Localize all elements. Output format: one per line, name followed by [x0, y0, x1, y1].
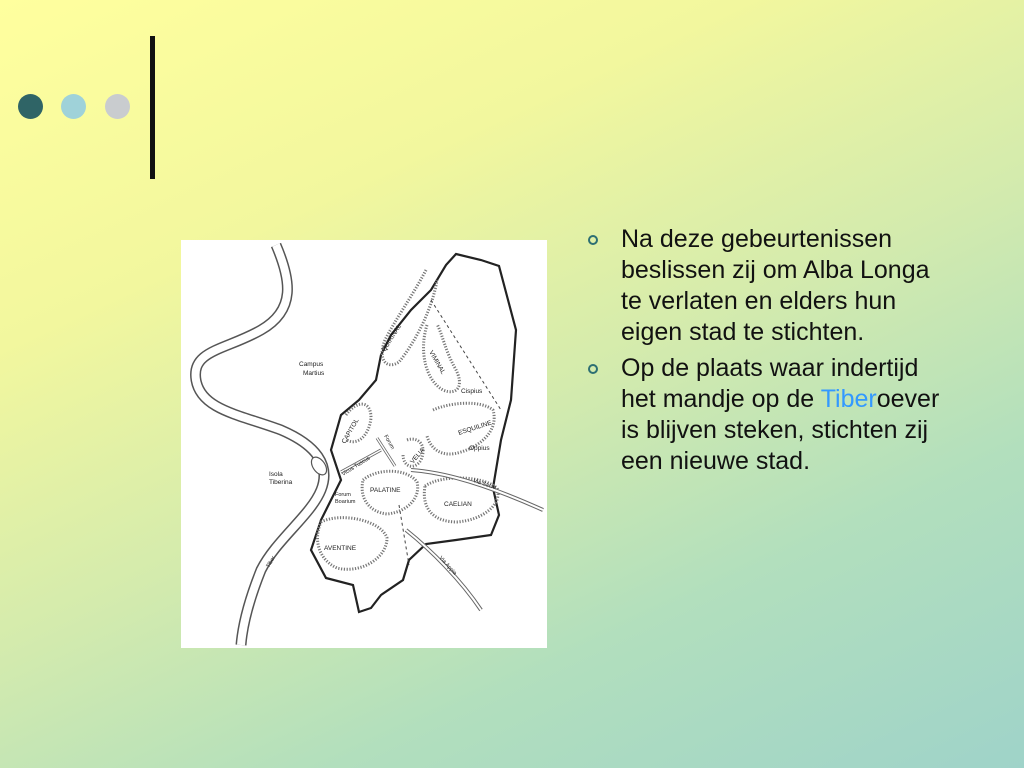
- label-via-sacra: Via Sacra: [472, 478, 497, 492]
- rome-seven-hills-map: [181, 240, 547, 648]
- grey-dot-icon: [105, 94, 130, 119]
- bullet-text-1: Na deze gebeurtenissen beslissen zij om Alba Longa te verlaten en elders hun eigen stad te stichten.: [621, 225, 930, 346]
- bullet-item-1: [584, 224, 956, 348]
- viminal-hill: [424, 324, 460, 392]
- bullet-text-2-after: oever is blijven steken, stichten zij een nieuwe stad.: [621, 385, 940, 475]
- label-quirinal: QUIRINAL: [380, 323, 403, 354]
- label-esquiline: ESQUILINE: [457, 419, 493, 437]
- label-capitol: CAPITOL: [340, 417, 361, 445]
- label-velia: VELIA: [409, 446, 427, 466]
- label-viminal: VIMINAL: [427, 349, 447, 376]
- quirinal-hill: [382, 270, 437, 365]
- label-via-appia: Via Appia: [437, 555, 458, 577]
- label-forum: Forum: [382, 434, 396, 451]
- bullet-item-2: [584, 353, 956, 477]
- label-forum-boarium: Forum Boarium: [335, 492, 356, 505]
- dark-teal-dot-icon: [18, 94, 43, 119]
- label-oppius: Oppius: [469, 445, 490, 452]
- bullet-text-2-before: Op de plaats waar indertijd het mandje op de: [621, 354, 919, 413]
- aventine-hill: [318, 518, 387, 570]
- bullet-circle-icon: [588, 235, 598, 245]
- bullet-circle-icon: [588, 364, 598, 374]
- label-vicus-tuscus: Vicus Tuscus: [340, 455, 372, 478]
- tiber-highlight: Tiber: [820, 385, 877, 413]
- light-blue-dot-icon: [61, 94, 86, 119]
- label-isola-tiberina: Isola Tiberina: [269, 471, 293, 486]
- city-wall: [311, 254, 516, 612]
- via-sacra-road: [411, 470, 543, 510]
- label-palatine: PALATINE: [370, 487, 401, 494]
- bullet-list: [584, 224, 956, 482]
- dashed-line-2: [399, 505, 409, 565]
- label-cispius: Cispius: [461, 388, 483, 395]
- label-aventine: AVENTINE: [324, 545, 357, 552]
- map-drawing: [181, 240, 547, 648]
- label-campus-martius-1: Campus Martius: [299, 361, 325, 377]
- vertical-divider: [150, 36, 155, 179]
- label-tiber: Tiber: [265, 555, 277, 569]
- label-caelian: CAELIAN: [444, 501, 472, 508]
